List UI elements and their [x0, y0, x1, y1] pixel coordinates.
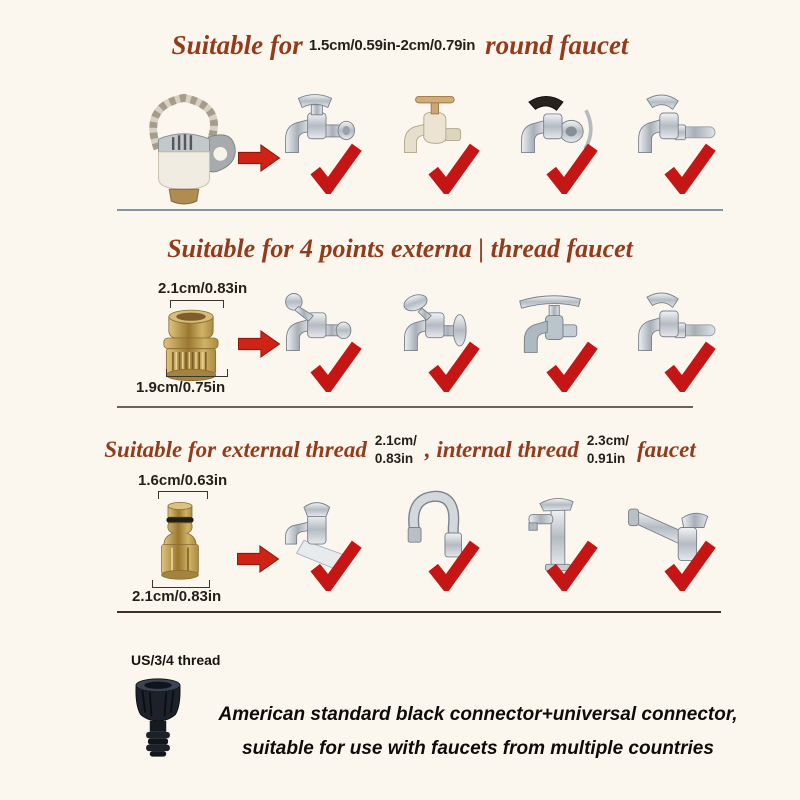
- measurement-bracket: [152, 580, 210, 588]
- check-icon: [310, 142, 362, 194]
- section3-title-part2: , internal thread: [424, 437, 579, 463]
- section1-title-measure: 1.5cm/0.59in-2cm/0.79in: [308, 37, 476, 54]
- faucet-item: [612, 90, 728, 205]
- check-icon: [664, 340, 716, 392]
- section3-title-part3: faucet: [636, 437, 696, 463]
- section3-measure1: [375, 432, 417, 468]
- check-icon: [428, 539, 480, 591]
- section3-measure2-line2: 0.91in: [586, 451, 626, 467]
- section-divider: [117, 209, 723, 211]
- measurement-bracket: [166, 369, 228, 377]
- faucet-item: [494, 90, 610, 205]
- faucet-item: [258, 90, 374, 205]
- check-icon: [664, 539, 716, 591]
- us-thread-label: US/3/4 thread: [131, 652, 221, 668]
- round-connector-photo: [130, 88, 238, 206]
- section1-title-suffix: round faucet: [485, 30, 629, 60]
- check-icon: [310, 539, 362, 591]
- footer-caption-line1: American standard black connector+universal connector,: [218, 704, 738, 725]
- connector3-top-measurement: 1.6cm/0.63in: [138, 472, 228, 489]
- connector2-top-measurement: 2.1cm/0.83in: [158, 280, 248, 297]
- section3-title: [0, 432, 800, 468]
- check-icon: [546, 142, 598, 194]
- section3-measure1-line2: 0.83in: [374, 451, 414, 467]
- check-icon: [546, 340, 598, 392]
- footer-caption-line2: suitable for use with faucets from multiple countries: [242, 738, 714, 759]
- check-icon: [428, 142, 480, 194]
- check-icon: [664, 142, 716, 194]
- faucet-item: [376, 288, 492, 403]
- section-divider: [117, 611, 721, 613]
- black-connector-photo: [126, 674, 190, 766]
- section2-title-text: Suitable for 4 points externa | thread faucet: [167, 234, 633, 263]
- section2-title: [0, 234, 800, 264]
- check-icon: [546, 539, 598, 591]
- faucet-item: [376, 487, 492, 602]
- section3-measure1-line1: 2.1cm/: [374, 433, 417, 448]
- faucet-item: [612, 487, 728, 602]
- section3-measure2: [587, 432, 629, 468]
- connector3-bottom-measurement: 2.1cm/0.83in: [132, 588, 222, 605]
- section-divider: [117, 406, 693, 408]
- section3-title-part1: Suitable for external thread: [104, 437, 367, 463]
- section1-title: [0, 30, 800, 61]
- faucet-item: [258, 487, 374, 602]
- connector2-bottom-measurement: 1.9cm/0.75in: [136, 379, 226, 396]
- check-icon: [428, 340, 480, 392]
- section3-measure2-line1: 2.3cm/: [586, 433, 629, 448]
- brass-quick-connector-photo: [148, 498, 212, 586]
- footer-caption: [218, 698, 738, 766]
- faucet-item: [494, 288, 610, 403]
- faucet-item: [494, 487, 610, 602]
- section1-title-prefix: Suitable for: [171, 30, 303, 60]
- faucet-item: [258, 288, 374, 403]
- faucet-item: [612, 288, 728, 403]
- faucet-item: [376, 90, 492, 205]
- check-icon: [310, 340, 362, 392]
